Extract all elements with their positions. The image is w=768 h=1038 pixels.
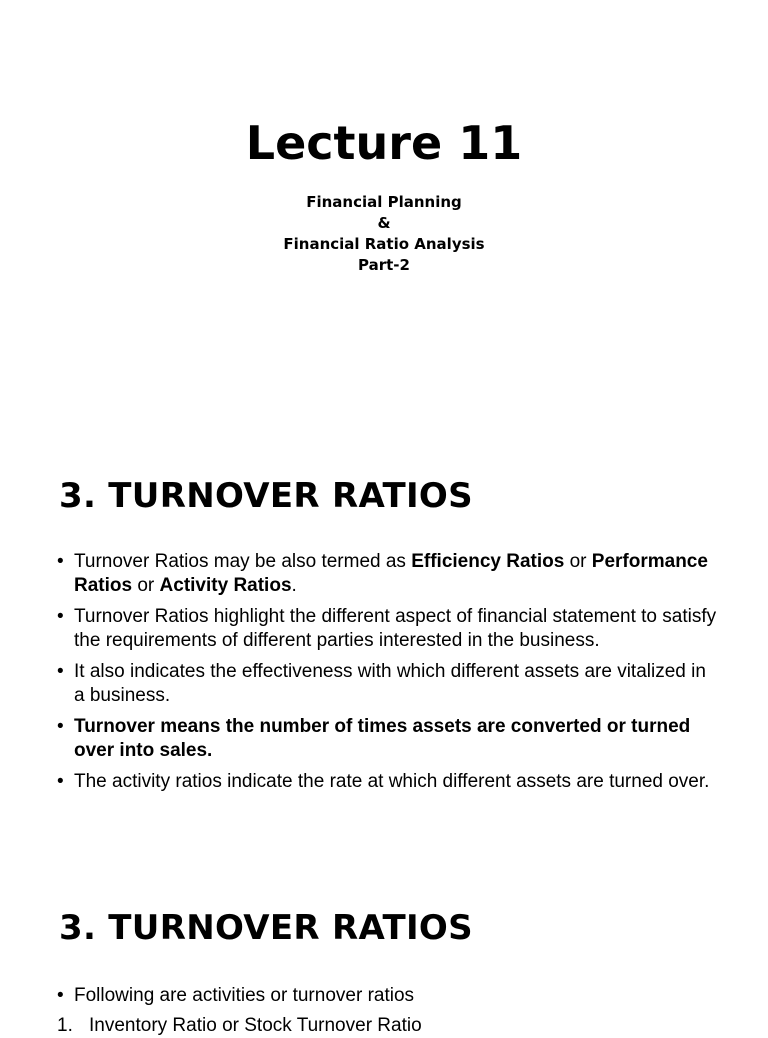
turnover-ratios-list-slide bbox=[0, 864, 768, 1036]
bullet-list bbox=[57, 984, 717, 1015]
subtitle-line: & bbox=[377, 214, 391, 232]
bullet-item bbox=[57, 984, 717, 1008]
item-text: Inventory Ratio or Stock Turnover Ratio bbox=[89, 1015, 422, 1036]
bullet-text: The activity ratios indicate the rate at which different assets are turned over. bbox=[74, 771, 710, 792]
bold-term: Efficiency Ratios bbox=[411, 551, 565, 572]
bullet-item bbox=[57, 660, 717, 708]
lecture-title: Lecture 11 bbox=[245, 116, 523, 170]
bullet-text: or bbox=[132, 575, 160, 596]
subtitle-line: Financial Planning bbox=[306, 193, 462, 211]
bullet-text: Turnover Ratios highlight the different aspect of financial statement to satisfy the requirements of different parties interested in the business. bbox=[74, 606, 717, 651]
bullet-item bbox=[57, 770, 717, 794]
bullet-text-bold: Turnover means the number of times assets are converted or turned over into sales. bbox=[74, 716, 691, 761]
bullet-item bbox=[57, 605, 717, 653]
bullet-item bbox=[57, 550, 717, 598]
bullet-text: . bbox=[291, 575, 297, 596]
bullet-list bbox=[57, 550, 717, 801]
title-slide bbox=[0, 0, 768, 432]
subtitle-block bbox=[0, 192, 768, 276]
slide-heading: 3. TURNOVER RATIOS bbox=[59, 908, 473, 948]
bullet-icon: • bbox=[57, 661, 64, 682]
bullet-icon: • bbox=[57, 551, 64, 572]
bullet-icon: • bbox=[57, 606, 64, 627]
numbered-list bbox=[57, 1014, 422, 1038]
bullet-icon: • bbox=[57, 716, 64, 737]
slide-heading: 3. TURNOVER RATIOS bbox=[59, 476, 473, 516]
turnover-ratios-slide bbox=[0, 432, 768, 864]
bullet-item bbox=[57, 715, 717, 763]
bullet-text: or bbox=[564, 551, 592, 572]
subtitle-line: Financial Ratio Analysis bbox=[283, 235, 485, 253]
bullet-text: Turnover Ratios may be also termed as bbox=[74, 551, 412, 572]
bullet-icon: • bbox=[57, 771, 64, 792]
item-number: 1. bbox=[57, 1015, 73, 1036]
bullet-text: It also indicates the effectiveness with which different assets are vitalized in a business. bbox=[74, 661, 706, 706]
subtitle-line: Part-2 bbox=[358, 256, 410, 274]
bullet-icon: • bbox=[57, 985, 64, 1006]
numbered-item bbox=[57, 1014, 422, 1038]
bold-term: Performance Ratios bbox=[74, 551, 708, 596]
bullet-text: Following are activities or turnover ratios bbox=[74, 985, 415, 1006]
bold-term: Activity Ratios bbox=[159, 575, 292, 596]
